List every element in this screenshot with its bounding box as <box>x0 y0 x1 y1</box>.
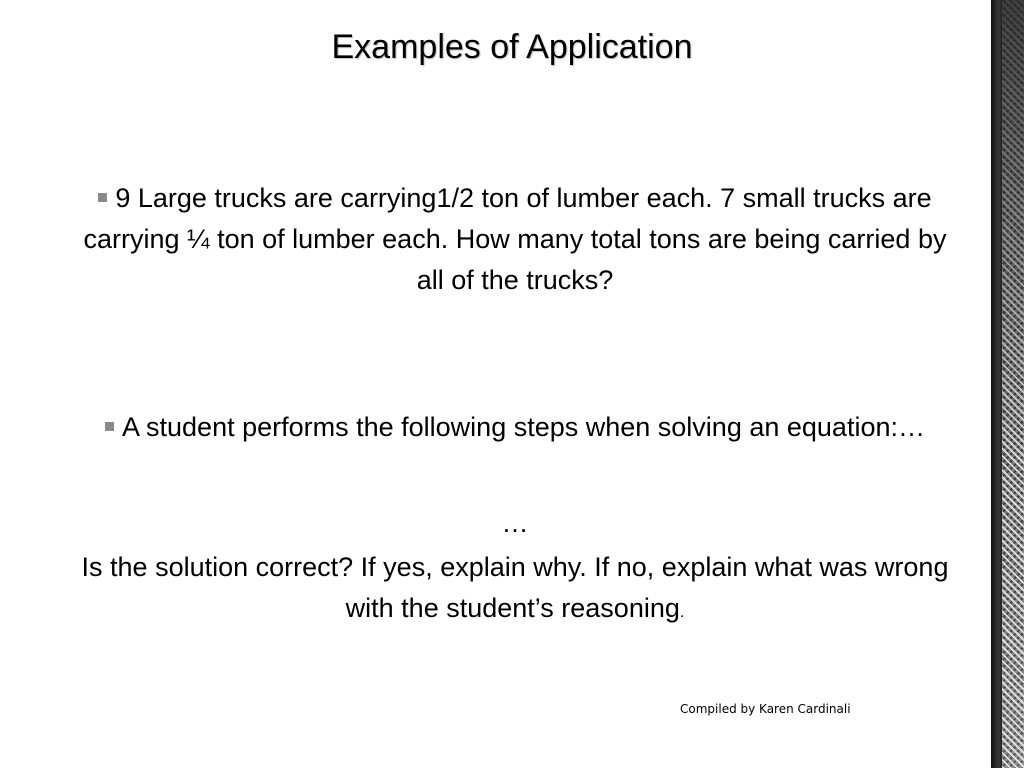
question-period: . <box>679 604 685 621</box>
border-dark-band <box>991 0 1002 768</box>
square-bullet-icon <box>105 422 114 431</box>
bullet-item-student <box>70 407 960 448</box>
question-text: Is the solution correct? If yes, explain why. If no, explain what was wrong with the student’s reasoning <box>81 552 949 623</box>
decorative-side-border <box>988 0 1024 768</box>
author-credit: Compiled by Karen Cardinali <box>680 702 851 716</box>
slide-title: Examples of Application <box>331 28 693 66</box>
bullet-text: A student performs the following steps when solving an equation:… <box>122 412 925 442</box>
border-pattern-shade <box>1002 0 1024 768</box>
question-paragraph <box>70 547 960 633</box>
bullet-text: 9 Large trucks are carrying1/2 ton of lumber each. 7 small trucks are carrying ¼ ton of lumber each. How many total tons are being carried by all of the trucks? <box>83 183 947 295</box>
square-bullet-icon <box>98 193 107 202</box>
ellipsis-line: … <box>501 508 529 538</box>
bullet-item-trucks <box>70 178 960 301</box>
